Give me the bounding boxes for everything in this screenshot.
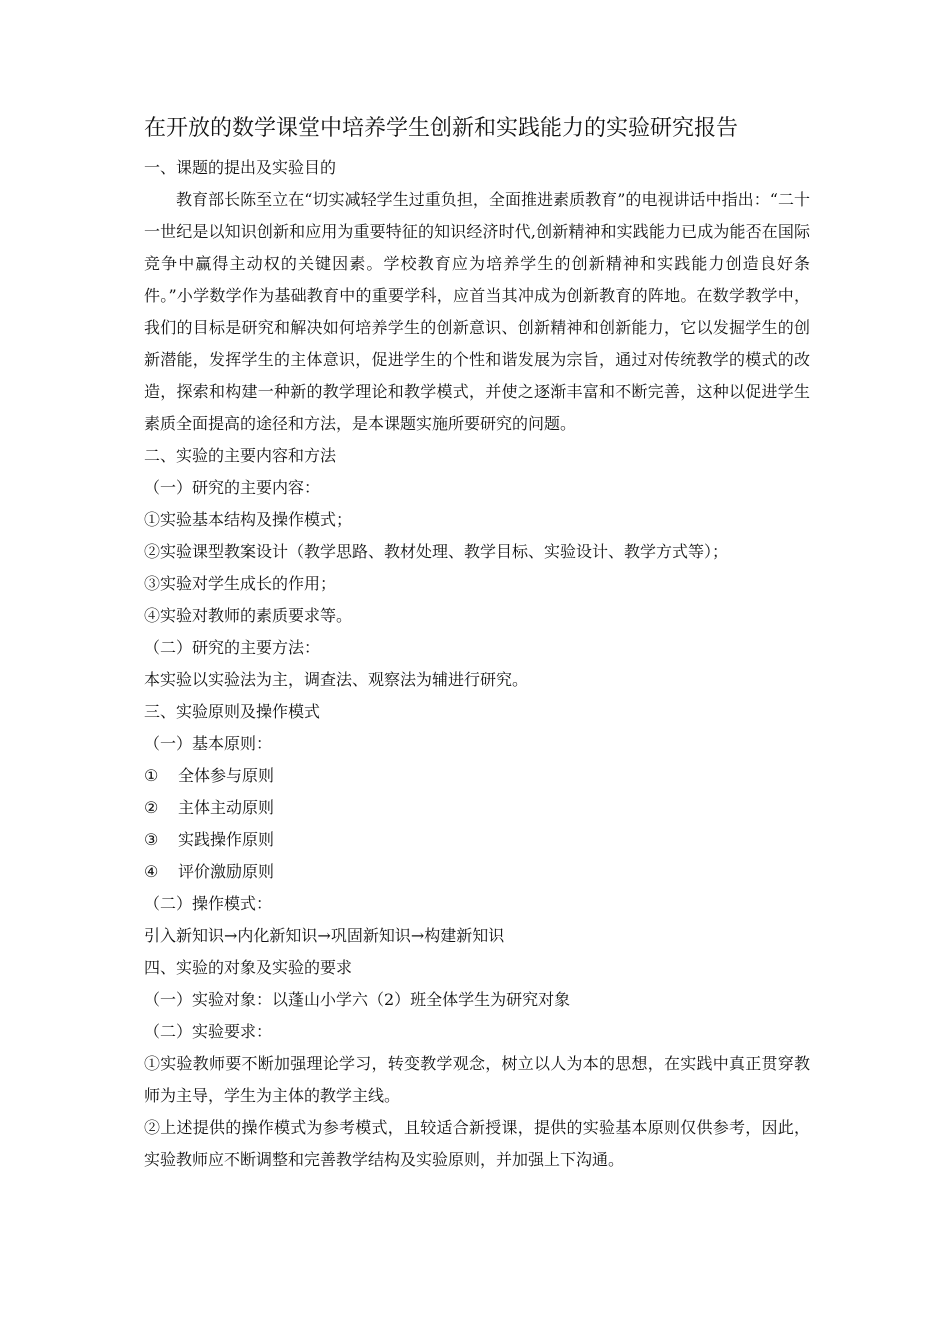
principle-number: ①: [144, 766, 159, 785]
document-body: [144, 152, 810, 1176]
principle-item: [144, 856, 810, 888]
principle-text: 评价激励原则: [178, 862, 275, 881]
principle-text: 实践操作原则: [178, 830, 275, 849]
content-item-3: ③实验对学生成长的作用；: [144, 574, 337, 593]
section-2-heading: 二、实验的主要内容和方法: [144, 446, 337, 465]
content-item-1: ①实验基本结构及操作模式；: [144, 510, 353, 529]
principle-item: [144, 792, 810, 824]
section-2-subheading-method: （二）研究的主要方法：: [144, 638, 321, 657]
principle-text: 主体主动原则: [178, 798, 275, 817]
content-item-4: ④实验对教师的素质要求等。: [144, 606, 353, 625]
operation-mode-text: 引入新知识→内化新知识→巩固新知识→构建新知识: [144, 926, 505, 945]
section-3-subheading-principles: （一）基本原则：: [144, 734, 273, 753]
section-3-heading: 三、实验原则及操作模式: [144, 702, 321, 721]
section-4-subheading-requirements: （二）实验要求：: [144, 1022, 273, 1041]
method-text: 本实验以实验法为主，调查法、观察法为辅进行研究。: [144, 670, 529, 689]
section-2-subheading-content: （一）研究的主要内容：: [144, 478, 321, 497]
section-1-paragraph: 教育部长陈至立在“切实减轻学生过重负担，全面推进素质教育”的电视讲话中指出：“二十一世纪是以知识创新和应用为重要特征的知识经济时代,创新精神和实践能力已成为能否在国际竞争中赢得主动权的关键因素。学校教育应为培养学生的创新精神和实践能力创造良好条件。”小学数学作为基础教育中的重要学科，应首当其冲成为创新教育的阵地。在数学教学中，我们的目标是研究和解决如何培养学生的创新意识、创新精神和创新能力，它以发掘学生的创新潜能，发挥学生的主体意识，促进学生的个性和谐发展为宗旨，通过对传统教学的模式的改造，探索和构建一种新的教学理论和教学模式，并使之逐渐丰富和不断完善，这种以促进学生素质全面提高的途径和方法，是本课题实施所要研究的问题。: [144, 190, 810, 433]
requirement-2: ②上述提供的操作模式为参考模式，且较适合新授课，提供的实验基本原则仅供参考，因此，实验教师应不断调整和完善教学结构及实验原则，并加强上下沟通。: [144, 1118, 810, 1169]
principle-number: ②: [144, 798, 159, 817]
requirement-1: ①实验教师要不断加强理论学习，转变教学观念，树立以人为本的思想，在实践中真正贯穿教师为主导，学生为主体的教学主线。: [144, 1054, 810, 1105]
document-title: 在开放的数学课堂中培养学生创新和实践能力的实验研究报告: [144, 116, 739, 141]
principle-number: ④: [144, 862, 159, 881]
principle-text: 全体参与原则: [178, 766, 275, 785]
content-item-2: ②实验课型教案设计（教学思路、教材处理、教学目标、实验设计、教学方式等）；: [144, 542, 729, 561]
section-3-subheading-mode: （二）操作模式：: [144, 894, 273, 913]
principle-number: ③: [144, 830, 159, 849]
principle-item: [144, 824, 810, 856]
principle-item: [144, 760, 810, 792]
section-4-heading: 四、实验的对象及实验的要求: [144, 958, 353, 977]
section-1-heading: 一、课题的提出及实验目的: [144, 158, 337, 177]
section-4-subheading-subjects: （一）实验对象：以蓬山小学六（2）班全体学生为研究对象: [144, 990, 571, 1009]
